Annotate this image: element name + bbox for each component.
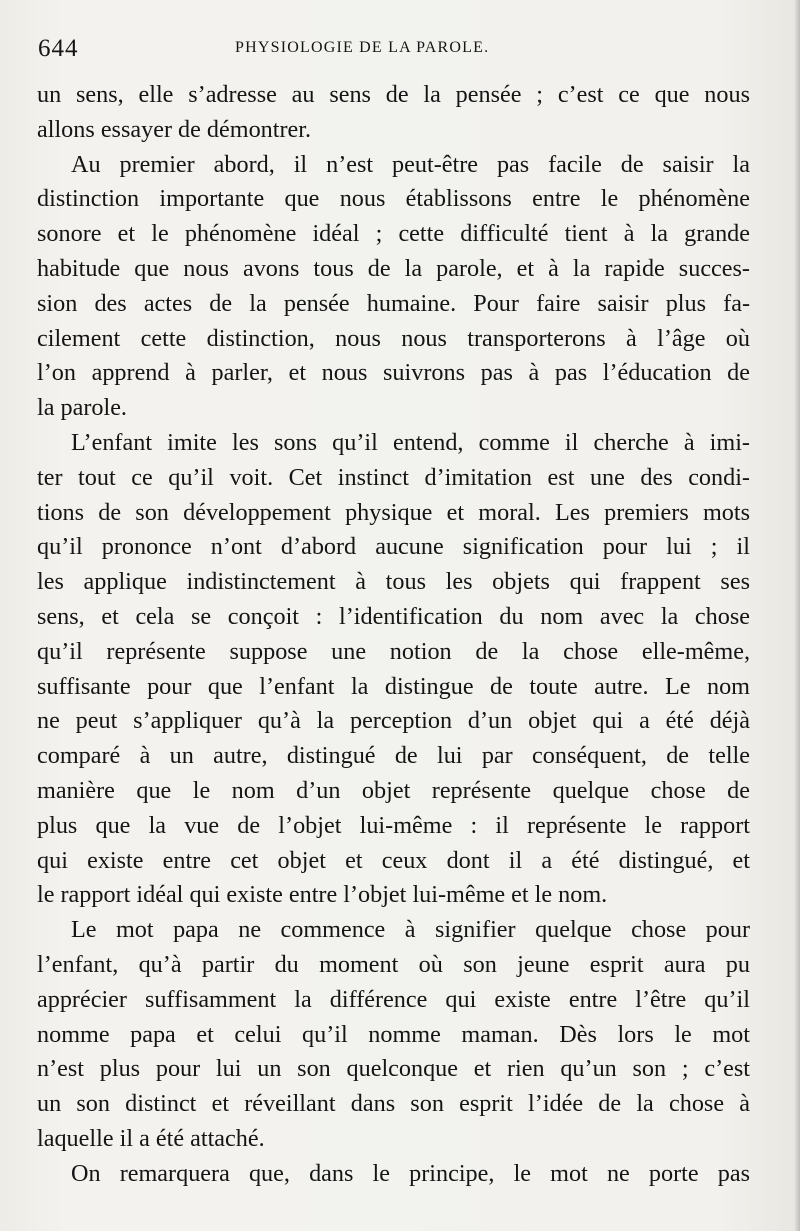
text-line: n’est plus pour lui un son quelconque et rien qu’un son ; c’est: [37, 1055, 750, 1083]
running-title: PHYSIOLOGIE DE LA PAROLE.: [235, 39, 490, 56]
text-line: ne peut s’appliquer qu’à la perception d’un objet qui a été déjà: [37, 707, 750, 735]
text-line: la parole.: [37, 394, 127, 422]
text-line: tions de son développement physique et moral. Les premiers mots: [37, 498, 750, 526]
text-line: suffisante pour que l’enfant la distingue de toute autre. Le nom: [37, 672, 750, 700]
text-line: On remarquera que, dans le principe, le mot ne porte pas: [71, 1159, 750, 1187]
text-line: apprécier suffisamment la différence qui existe entre l’être qu’il: [37, 985, 750, 1013]
text-line: un son distinct et réveillant dans son esprit l’idée de la chose à: [37, 1090, 750, 1118]
text-line: comparé à un autre, distingué de lui par conséquent, de telle: [37, 742, 750, 770]
text-line: manière que le nom d’un objet représente quelque chose de: [37, 776, 750, 804]
running-header: [38, 34, 758, 64]
text-line: distinction importante que nous établissons entre le phénomène: [37, 185, 750, 213]
text-line: l’enfant, qu’à partir du moment où son jeune esprit aura pu: [37, 950, 750, 978]
text-line: sens, et cela se conçoit : l’identification du nom avec la chose: [37, 602, 750, 630]
text-line: qu’il représente suppose une notion de la chose elle-même,: [37, 637, 750, 665]
text-line: laquelle il a été attaché.: [37, 1124, 265, 1152]
text-line: nomme papa et celui qu’il nomme maman. Dès lors le mot: [37, 1020, 750, 1048]
text-line: qu’il prononce n’ont d’abord aucune signification pour lui ; il: [37, 533, 750, 561]
text-line: sonore et le phénomène idéal ; cette difficulté tient à la grande: [37, 220, 750, 248]
text-line: L’enfant imite les sons qu’il entend, comme il cherche à imi-: [71, 428, 750, 456]
text-line: sion des actes de la pensée humaine. Pour faire saisir plus fa-: [37, 289, 750, 317]
text-line: Le mot papa ne commence à signifier quelque chose pour: [71, 916, 750, 944]
text-line: qui existe entre cet objet et ceux dont il a été distingué, et: [37, 846, 750, 874]
text-line: le rapport idéal qui existe entre l’objet lui-même et le nom.: [37, 881, 608, 909]
text-line: un sens, elle s’adresse au sens de la pensée ; c’est ce que nous: [37, 81, 750, 108]
text-line: les applique indistinctement à tous les objets qui frappent ses: [37, 568, 750, 596]
text-line: Au premier abord, il n’est peut-être pas facile de saisir la: [71, 150, 750, 178]
text-line: l’on apprend à parler, et nous suivrons pas à pas l’éducation de: [37, 359, 750, 387]
body-text: [37, 78, 750, 1192]
text-line: plus que la vue de l’objet lui-même : il représente le rapport: [37, 811, 750, 839]
text-line: cilement cette distinction, nous nous transporterons à l’âge où: [37, 324, 750, 352]
page-number: 644: [38, 35, 79, 62]
text-line: allons essayer de démontrer.: [37, 115, 312, 143]
text-line: habitude que nous avons tous de la parole, et à la rapide succes-: [37, 254, 750, 282]
text-line: ter tout ce qu’il voit. Cet instinct d’imitation est une des condi-: [37, 463, 750, 491]
